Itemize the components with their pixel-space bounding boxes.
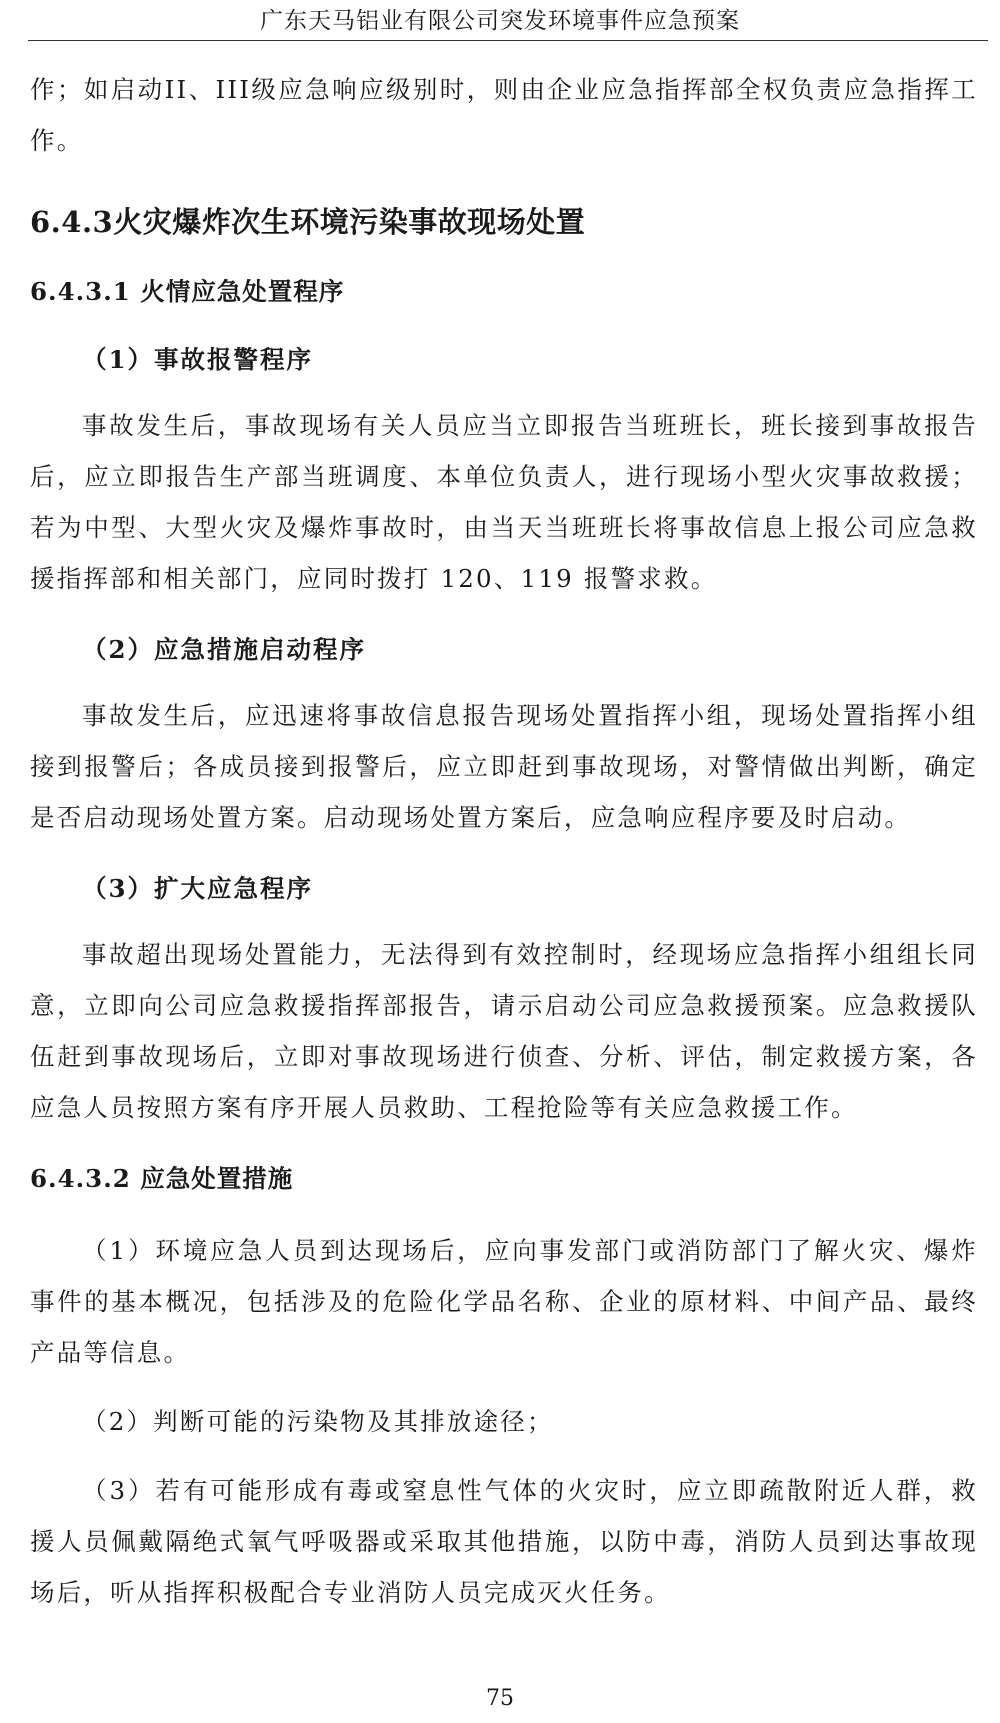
- step-heading-activation: （2）应急措施启动程序: [82, 635, 367, 664]
- section-heading: 6.4.3火灾爆炸次生环境污染事故现场处置: [30, 205, 586, 239]
- subsection-heading-fire-procedure: 6.4.3.1 火情应急处置程序: [30, 277, 345, 306]
- page-number: 75: [486, 1686, 514, 1711]
- subsection-heading-measures: 6.4.3.2 应急处置措施: [30, 1164, 294, 1193]
- measure-item-2: （2）判断可能的污染物及其排放途径；: [82, 1407, 554, 1436]
- step-heading-alarm: （1）事故报警程序: [82, 345, 314, 374]
- step-text-escalation: 事故超出现场处置能力，无法得到有效控制时，经现场应急指挥小组组长同意，立即向公司应急救援指挥部报告，请示启动公司应急救援预案。应急救援队伍赶到事故现场后，立即对事故现场进行侦查、分析、评估，制定救援方案，各应急人员按照方案有序开展人员救助、工程抢险等有关应急救援工作。: [30, 940, 978, 1122]
- header-divider: [28, 40, 988, 41]
- measure-item-1: （1）环境应急人员到达现场后，应向事发部门或消防部门了解火灾、爆炸事件的基本概况，包括涉及的危险化学品名称、企业的原材料、中间产品、最终产品等信息。: [30, 1236, 978, 1367]
- intro-paragraph: 作；如启动II、III级应急响应级别时，则由企业应急指挥部全权负责应急指挥工作。: [30, 75, 978, 155]
- step-text-activation: 事故发生后，应迅速将事故信息报告现场处置指挥小组，现场处置指挥小组接到报警后；各成员接到报警后，应立即赶到事故现场，对警情做出判断，确定是否启动现场处置方案。启动现场处置方案后，应急响应程序要及时启动。: [30, 701, 978, 832]
- page-header: 广东天马铝业有限公司突发环境事件应急预案: [260, 8, 740, 34]
- step-heading-escalation: （3）扩大应急程序: [82, 874, 314, 903]
- document-body: [30, 64, 978, 1618]
- measure-item-3: （3）若有可能形成有毒或窒息性气体的火灾时，应立即疏散附近人群，救援人员佩戴隔绝式氧气呼吸器或采取其他措施，以防中毒，消防人员到达事故现场后，听从指挥积极配合专业消防人员完成灭火任务。: [30, 1476, 978, 1607]
- step-text-alarm: 事故发生后，事故现场有关人员应当立即报告当班班长，班长接到事故报告后，应立即报告生产部当班调度、本单位负责人，进行现场小型火灾事故救援；若为中型、大型火灾及爆炸事故时，由当天当班班长将事故信息上报公司应急救援指挥部和相关部门，应同时拨打 120、119 报警求救。: [30, 411, 978, 593]
